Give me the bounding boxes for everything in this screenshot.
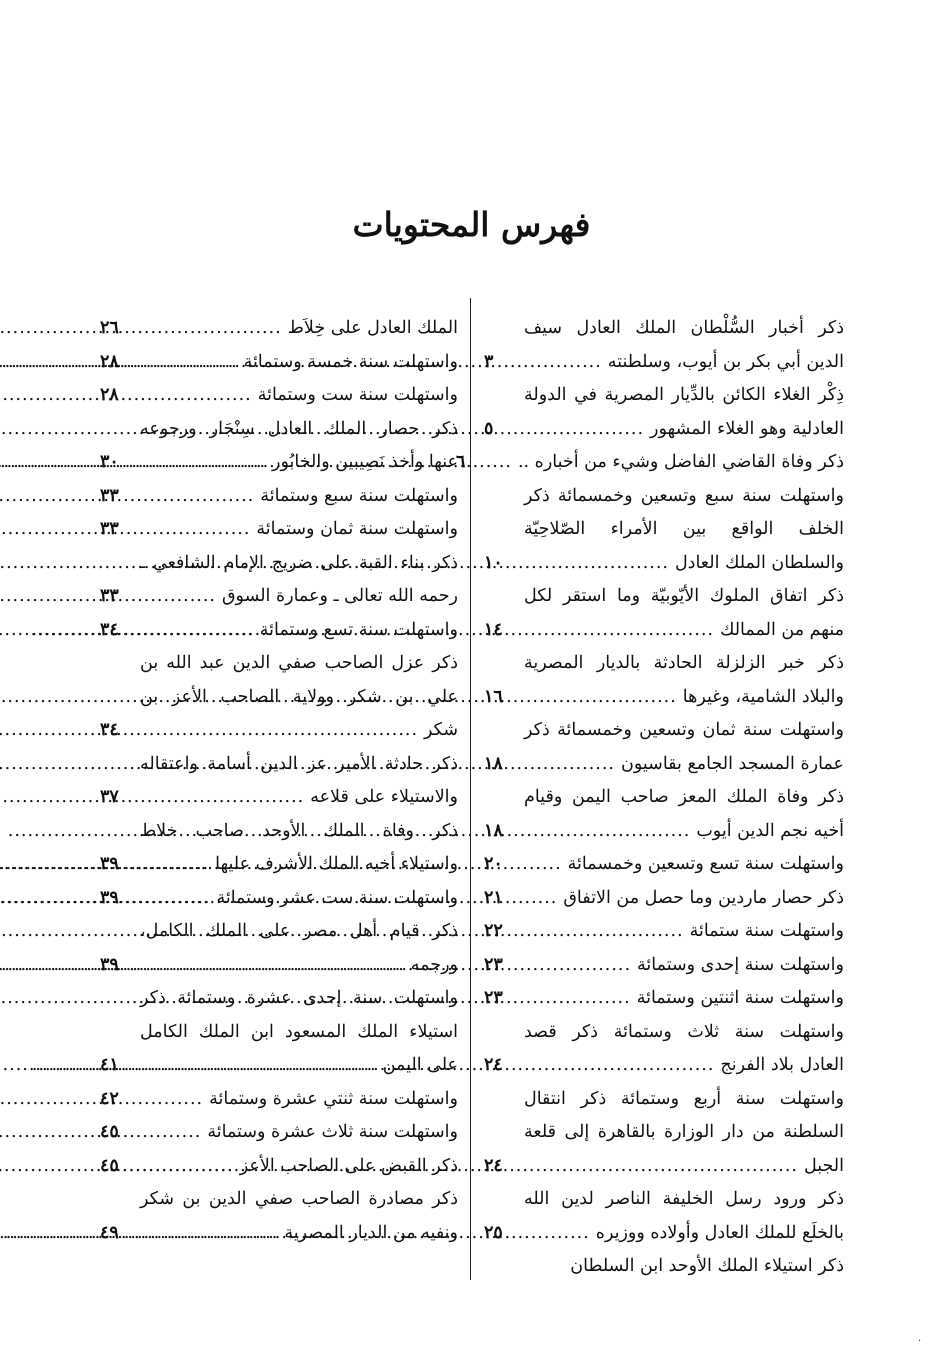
- toc-page-number: ٢٣: [484, 954, 503, 975]
- toc-entry-line: [484, 915, 844, 949]
- toc-entry-line: [100, 1083, 458, 1117]
- toc-entry-text: أخيه نجم الدين أيوب: [696, 820, 844, 841]
- toc-column-right: [455, 312, 844, 1284]
- toc-entry-line: [455, 446, 844, 480]
- toc-entry: [484, 312, 844, 379]
- leader-dots: [140, 346, 244, 380]
- leader-dots: [524, 949, 637, 983]
- leader-dots: [524, 413, 650, 447]
- leader-dots: [524, 915, 690, 949]
- toc-entry: [484, 949, 844, 983]
- toc-page-number: ٣٣: [100, 519, 119, 539]
- toc-entry-text: العادل بلاد الفرنج: [720, 1055, 844, 1075]
- toc-page-number: ٣: [484, 351, 494, 372]
- toc-entry-line: [100, 882, 458, 916]
- toc-page-number: ٣٠: [100, 452, 119, 472]
- leader-dots: [140, 1217, 284, 1251]
- toc-page-number: ٤١: [100, 1055, 119, 1075]
- toc-entry-text: الخلف الواقع بين الأمراء الصّلاحِيّة: [524, 519, 844, 539]
- toc-entry-line: [484, 346, 844, 380]
- toc-entry-line: [100, 748, 458, 782]
- toc-entry-line: [484, 1250, 844, 1284]
- toc-entry-line: [484, 848, 844, 882]
- toc-entry-text: واستهلت سنة ست وستمائة: [257, 385, 458, 405]
- leader-dots: [524, 346, 608, 380]
- toc-entry: [100, 513, 458, 547]
- column-divider: [470, 298, 471, 1280]
- toc-entry-text: واستهلت سنة ثلاث عشرة وستمائة: [207, 1122, 458, 1142]
- toc-entry: [100, 413, 458, 480]
- toc-entry-text: منهم من الممالك: [719, 619, 844, 640]
- toc-entry-line: [484, 1116, 844, 1150]
- toc-column-left: [100, 312, 458, 1250]
- toc-entry-text: عنها وأخذ نَصِيبين والخابُور: [272, 452, 458, 472]
- toc-entry: [484, 647, 844, 714]
- leader-dots: [140, 312, 288, 346]
- toc-entry-line: [100, 1217, 458, 1251]
- toc-entry-text: ذكر بناء القبة على ضريح الإمام الشافعي ـ: [140, 552, 458, 573]
- toc-entry-text: واستيلاء أخيه الملك الأشرف عليها: [215, 854, 458, 874]
- toc-entry-line: [484, 312, 844, 346]
- leader-dots: [496, 446, 518, 480]
- toc-entry-line: [100, 647, 458, 681]
- toc-page-number: ٤٢: [100, 1088, 119, 1109]
- toc-page-number: ٢٥: [484, 1222, 503, 1243]
- toc-entry-line: [100, 781, 458, 815]
- toc-entry-line: [100, 1116, 458, 1150]
- toc-entry-text: ذكر ورود رسل الخليفة الناصر لدين الله: [524, 1189, 844, 1209]
- toc-entry-line: [484, 580, 844, 614]
- toc-entry-line: [100, 513, 458, 547]
- toc-page-number: ٣٧: [100, 787, 119, 807]
- toc-entry: [100, 982, 458, 1083]
- leader-dots: [524, 547, 675, 581]
- toc-entry-text: استيلاء الملك المسعود ابن الملك الكامل: [140, 1021, 458, 1042]
- toc-entry-line: [100, 480, 458, 514]
- toc-page-number: ٣٩: [100, 854, 119, 874]
- toc-entry-text: السلطنة من دار الوزارة بالقاهرة إلى قلعة: [524, 1122, 844, 1142]
- toc-entry-text: واستهلت سنة سبع وتسعين وخمسمائة ذكر: [524, 485, 844, 506]
- toc-entry-line: [484, 815, 844, 849]
- toc-entry-line: [100, 1049, 458, 1083]
- toc-entry-text: ذكر حادثة الأمير عز الدين أسامة واعتقاله: [140, 753, 458, 774]
- toc-page-number: ٥: [484, 418, 494, 439]
- toc-entry-text: علي بن شكر وولاية الصاحب الأعز بن: [140, 686, 458, 707]
- toc-entry: [484, 781, 844, 848]
- toc-entry-line: [100, 379, 458, 413]
- toc-entry-line: [484, 882, 844, 916]
- toc-entry-text: واستهلت سنة خمسة وستمائة: [243, 351, 458, 372]
- toc-entry-line: [484, 1150, 844, 1184]
- leader-dots: [524, 614, 720, 648]
- toc-entry-line: [100, 614, 458, 648]
- toc-entry-line: [484, 513, 844, 547]
- leader-dots: [140, 1150, 240, 1184]
- toc-entry-line: [484, 413, 844, 447]
- leader-dots: [524, 748, 621, 782]
- toc-entry-text: ذكر أخبار السُّلْطان الملك العادل سيف: [524, 318, 844, 338]
- toc-entry-line: [484, 714, 844, 748]
- toc-entry-text: ذكر قيام أهل مصر على الملك الكامل،: [140, 921, 458, 941]
- toc-page-number: ١٨: [484, 753, 503, 774]
- toc-entry-text: واستهلت سنة اثنتين وستمائة: [636, 988, 844, 1008]
- toc-page-number: ٤٥: [100, 1122, 119, 1142]
- toc-page-number: ٢٣: [484, 988, 503, 1008]
- toc-entry: [484, 982, 844, 1016]
- toc-entry-text: الدين أبي بكر بن أيوب، وسلطنته: [607, 351, 844, 372]
- toc-entry-text: واستهلت سنة سبع وستمائة: [260, 485, 458, 506]
- toc-entry-line: [100, 714, 458, 748]
- toc-entry-text: ذكر وفاة الملك الأوحد صاحب خلاط: [140, 820, 458, 841]
- toc-page-number: ٢٠: [484, 854, 503, 874]
- toc-entry-text: ذكر مصادرة الصاحب صفي الدين بن شكر: [140, 1189, 458, 1209]
- toc-page-number: ٢٢: [484, 921, 503, 941]
- leader-dots: [140, 1083, 209, 1117]
- toc-entry-text: ذكر حصار ماردين وما حصل من الاتفاق: [563, 887, 844, 908]
- toc-page-number: ٤٥: [100, 1155, 119, 1176]
- toc-entry-text: ذكر اتفاق الملوك الأيّوبيّة وما استقر لكل: [524, 586, 844, 606]
- toc-entry: [100, 614, 458, 648]
- toc-entry: [484, 1083, 844, 1184]
- toc-entry-line: [100, 446, 458, 480]
- toc-page-number: ٢٦: [100, 318, 119, 338]
- toc-entry-text: واستهلت سنة ستمائة: [689, 921, 844, 941]
- toc-page-number: ٣٩: [100, 954, 119, 975]
- toc-page-number: ١٠: [484, 552, 503, 573]
- toc-entry: [100, 748, 458, 815]
- toc-entry: [100, 647, 458, 748]
- toc-page-number: ١٤: [484, 619, 503, 640]
- toc-page-number: ٢٨: [100, 385, 119, 405]
- toc-entry-text: واستهلت سنة ست عشر وستمائة: [216, 887, 458, 908]
- toc-entry: [100, 346, 458, 380]
- toc-entry-line: [100, 848, 458, 882]
- toc-page-number: ٢٤: [484, 1155, 503, 1176]
- toc-entry: [484, 1016, 844, 1083]
- leader-dots: [524, 1217, 596, 1251]
- corner-mark: ·: [918, 1336, 922, 1347]
- toc-entry-text: بالخلَع للملك العادل وأولاده ووزيره: [595, 1222, 844, 1243]
- toc-entry-text: عمارة المسجد الجامع بقاسيون: [620, 753, 844, 774]
- toc-page-number: ٢٨: [100, 351, 119, 372]
- toc-entry-text: الجبل: [803, 1155, 844, 1176]
- toc-entry: [484, 379, 844, 446]
- toc-entry: [100, 547, 458, 614]
- toc-entry: [100, 480, 458, 514]
- leader-dots: [140, 1116, 207, 1150]
- toc-entry-line: [484, 681, 844, 715]
- toc-entry-line: [100, 1150, 458, 1184]
- toc-entry-line: [100, 815, 458, 849]
- toc-entry-line: [100, 346, 458, 380]
- leader-dots: [524, 982, 637, 1016]
- toc-entry-line: [484, 949, 844, 983]
- toc-page-number: ٢٤: [484, 1055, 503, 1075]
- toc-entry-text: واستهلت سنة أربع وستمائة ذكر انتقال: [524, 1088, 844, 1109]
- toc-entry-line: [100, 547, 458, 581]
- toc-entry-line: [484, 614, 844, 648]
- leader-dots: [140, 513, 256, 547]
- toc-entry-text: رحمه الله تعالى ـ وعمارة السوق: [221, 586, 458, 606]
- toc-entry: [484, 882, 844, 916]
- toc-entry-text: واستهلت سنة ثنتي عشرة وستمائة: [209, 1088, 458, 1109]
- toc-entry-line: [484, 982, 844, 1016]
- toc-entry-line: [484, 1217, 844, 1251]
- toc-entry-text: على اليمن: [382, 1055, 458, 1075]
- leader-dots: [140, 1049, 383, 1083]
- page-title: فهرس المحتويات: [352, 205, 591, 244]
- toc-page-number: ٢١: [484, 887, 503, 908]
- toc-entry-line: [100, 1016, 458, 1050]
- toc-entry: [100, 1150, 458, 1184]
- toc-entry-line: [100, 580, 458, 614]
- toc-entry: [484, 580, 844, 647]
- toc-page-number: ٣٤: [100, 619, 119, 640]
- toc-page-number: ٣٩: [100, 887, 119, 908]
- toc-entry-text: ذكر استيلاء الملك الأوحد ابن السلطان: [570, 1256, 844, 1276]
- toc-entry-text: الملك العادل على خِلاَط: [287, 318, 458, 338]
- toc-entry-line: [484, 647, 844, 681]
- leader-dots: [524, 681, 683, 715]
- toc-entry-text: واستهلت سنة إحدى عشرة وستمائة ذكر: [140, 988, 458, 1008]
- leader-dots: [140, 480, 260, 514]
- toc-entry: [484, 915, 844, 949]
- leader-dots: [524, 1150, 804, 1184]
- leader-dots: [524, 1049, 720, 1083]
- leader-dots: [140, 379, 258, 413]
- toc-page-number: ٣٤: [100, 720, 119, 740]
- toc-entry-line: [484, 781, 844, 815]
- leader-dots: [524, 848, 568, 882]
- toc-entry-text: واستهلت سنة تسع وستمائة: [259, 619, 458, 640]
- toc-entry-text: العادلية وهو الغلاء المشهور: [650, 418, 844, 439]
- toc-page-number: ١٨: [484, 820, 503, 841]
- toc-page-number: ٣٣: [100, 485, 119, 506]
- toc-entry-line: [484, 1083, 844, 1117]
- toc-entry-line: [484, 1016, 844, 1050]
- toc-entry: [100, 915, 458, 982]
- toc-page-number: ١٦: [484, 686, 503, 707]
- leader-dots: [140, 949, 411, 983]
- leader-dots: [140, 446, 272, 480]
- toc-entry-line: [484, 1183, 844, 1217]
- toc-page-number: ٣٣: [100, 586, 119, 606]
- toc-entry: [100, 379, 458, 413]
- toc-entry-text: ذكر عزل الصاحب صفي الدين عبد الله بن: [140, 653, 458, 673]
- toc-page-number: ٦: [455, 452, 466, 472]
- toc-entry-text: واستهلت سنة ثمان وستمائة: [256, 519, 458, 539]
- toc-entry-text: ذكر القبض على الصاحب الأعز: [239, 1155, 458, 1176]
- toc-entry-line: [100, 1183, 458, 1217]
- toc-entry-line: [484, 379, 844, 413]
- toc-entry-line: [100, 413, 458, 447]
- toc-entry: [484, 848, 844, 882]
- toc-entry: [484, 1183, 844, 1250]
- toc-entry-line: [100, 312, 458, 346]
- leader-dots: [140, 781, 310, 815]
- toc-entry-text: والبلاد الشامية، وغيرها: [682, 686, 844, 707]
- toc-entry: [100, 815, 458, 882]
- toc-entry: [100, 1083, 458, 1117]
- toc-entry-line: [100, 681, 458, 715]
- leader-dots: [140, 614, 260, 648]
- toc-entry-text: شكر: [424, 720, 458, 740]
- toc-entry-text: ونفيه من الديار المصرية: [284, 1222, 458, 1243]
- toc-entry: [100, 1183, 458, 1250]
- toc-entry-line: [100, 915, 458, 949]
- toc-page-number: ٤٩: [100, 1222, 119, 1243]
- toc-entry-text: والاستيلاء على قلاعه: [310, 787, 458, 807]
- toc-entry-line: [484, 480, 844, 514]
- toc-entry-text: ذكر وفاة القاضي الفاضل وشيء من أخباره ..: [517, 452, 844, 472]
- toc-entry-line: [484, 547, 844, 581]
- leader-dots: [140, 580, 222, 614]
- leader-dots: [524, 815, 696, 849]
- toc-entry-text: واستهلت سنة إحدى وستمائة: [637, 954, 844, 975]
- toc-entry-text: ذكر حصار الملك العادل سِنْجَار ورجوعه: [140, 418, 458, 439]
- toc-entry: [484, 1250, 844, 1284]
- leader-dots: [140, 882, 216, 916]
- toc-entry-line: [100, 982, 458, 1016]
- toc-entry-text: والسلطان الملك العادل: [674, 552, 844, 573]
- toc-entry: [100, 882, 458, 916]
- toc-entry: [484, 714, 844, 781]
- leader-dots: [140, 848, 215, 882]
- toc-entry-line: [100, 949, 458, 983]
- toc-entry: [455, 446, 844, 480]
- toc-entry-text: واستهلت سنة تسع وتسعين وخمسمائة: [567, 854, 844, 874]
- toc-entry: [100, 312, 458, 346]
- toc-entry: [484, 480, 844, 581]
- leader-dots: [140, 714, 424, 748]
- toc-entry-text: ذِكْر الغلاء الكائن بالدِّيار المصرية في الدولة: [524, 385, 844, 405]
- toc-entry-line: [484, 1049, 844, 1083]
- toc-entry-text: ورجمه: [410, 954, 458, 975]
- toc-entry-text: ذكر وفاة الملك المعز صاحب اليمن وقيام: [524, 787, 844, 807]
- leader-dots: [524, 882, 563, 916]
- toc-entry-text: ذكر خبر الزلزلة الحادثة بالديار المصرية: [524, 653, 844, 673]
- toc-entry: [100, 1116, 458, 1150]
- toc-entry-line: [484, 748, 844, 782]
- toc-entry-text: واستهلت سنة ثلاث وستمائة ذكر قصد: [524, 1021, 844, 1042]
- toc-entry-text: واستهلت سنة ثمان وتسعين وخمسمائة ذكر: [524, 720, 844, 740]
